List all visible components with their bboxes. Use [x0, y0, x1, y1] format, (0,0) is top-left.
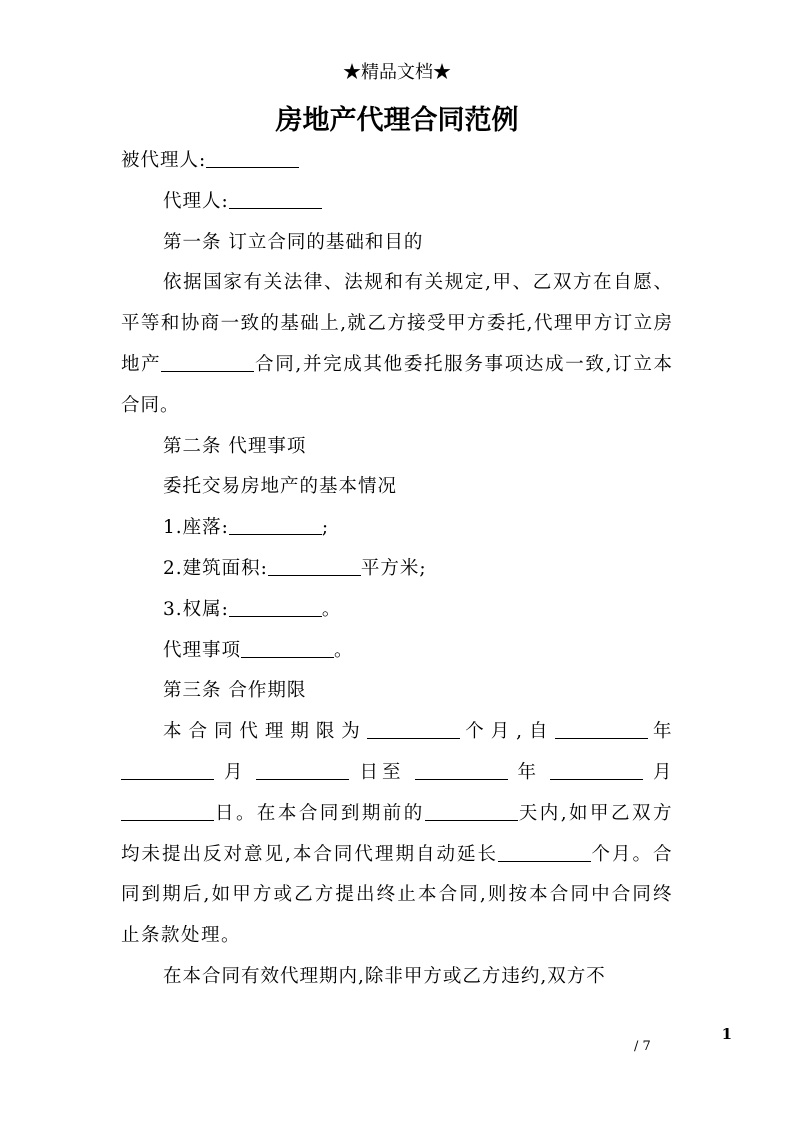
agent-blank	[229, 190, 322, 209]
agent-line	[121, 182, 673, 223]
term-text-8: 日。在本合同到期前的	[214, 802, 425, 824]
term-text-1: 本合同代理期限为	[163, 721, 367, 743]
page-total: / 7	[634, 1039, 651, 1054]
document-title: 房地产代理合同范例	[275, 105, 519, 136]
term-text-7: 月	[652, 761, 673, 783]
matters-blank	[241, 639, 334, 658]
start-year-blank	[555, 720, 648, 739]
location-blank	[229, 516, 322, 535]
item-area-end: 平方米;	[360, 557, 427, 579]
term-text-3: 年	[647, 721, 673, 743]
start-month-blank	[121, 761, 214, 780]
principal-line	[121, 141, 673, 182]
article2-subheading: 委托交易房地产的基本情况	[163, 476, 398, 498]
item-ownership-end: 。	[321, 598, 342, 620]
item-location	[121, 508, 673, 549]
term-text-5: 日至	[359, 761, 405, 783]
article3-paragraph-2: 在本合同有效代理期内,除非甲方或乙方违约,双方不	[163, 965, 606, 987]
area-blank	[268, 557, 361, 576]
article1-heading: 第一条 订立合同的基础和目的	[163, 231, 424, 253]
article2-heading: 第二条 代理事项	[163, 435, 307, 457]
agency-matters-label: 代理事项	[163, 639, 242, 661]
principal-label: 被代理人:	[121, 150, 207, 171]
term-text-9: 天内,如甲乙双方均未提出反对意见,本合同代理期自动延长	[121, 802, 673, 865]
term-text-10: 个月。合同到期后,如甲方或乙方提出终止本合同,则按本合同中合同终止条款处理。	[121, 843, 673, 947]
item-location-end: ;	[321, 517, 330, 539]
extension-months-blank	[498, 843, 591, 862]
term-text-2: 个月,自	[459, 721, 555, 743]
article1-paragraph	[121, 263, 673, 426]
agent-label: 代理人:	[163, 190, 229, 212]
agency-matters-end: 。	[334, 639, 354, 661]
header-banner: ★精品文档★	[343, 62, 451, 83]
months-blank	[367, 720, 460, 739]
term-text-4: 月	[223, 761, 247, 783]
item-ownership	[121, 590, 673, 631]
page-number: 1	[721, 1025, 732, 1043]
end-year-blank	[415, 761, 508, 780]
item-location-label: 1.座落:	[163, 517, 229, 539]
principal-blank	[206, 149, 299, 168]
item-ownership-label: 3.权属:	[163, 598, 229, 620]
ownership-blank	[229, 598, 322, 617]
end-day-blank	[121, 802, 214, 821]
property-contract-blank	[161, 353, 254, 372]
agency-matters	[121, 631, 673, 672]
article3-heading: 第三条 合作期限	[163, 680, 307, 702]
end-month-blank	[550, 761, 643, 780]
start-day-blank	[256, 761, 349, 780]
item-area	[121, 549, 673, 590]
article1-text-b: 合同,并完成其他委托服务事项达成一致,订立本合同。	[121, 353, 673, 416]
article3-paragraph	[121, 712, 673, 957]
document-body	[121, 141, 673, 998]
item-area-label: 2.建筑面积:	[163, 557, 268, 579]
term-text-6: 年	[517, 761, 541, 783]
article1-text-a: 依据国家有关法律、法规和有关规定,甲、乙双方在自愿、平等和协商一致的基础上,就乙方接受甲方委托,代理甲方订立房地产	[121, 272, 673, 375]
notice-days-blank	[425, 802, 518, 821]
